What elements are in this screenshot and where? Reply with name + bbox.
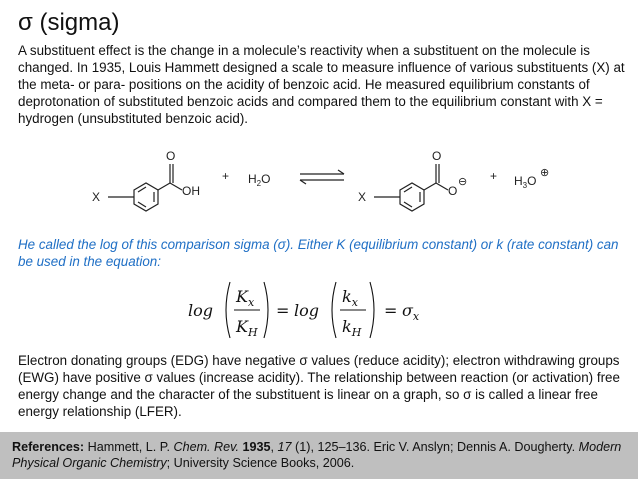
hammett-equation [188,278,468,342]
reaction-scheme [72,140,552,222]
carboxylate-o: O [448,184,458,198]
numerator-K: $K_x$ [236,287,255,309]
references-label: References: [12,440,85,454]
sigma-definition-note: He called the log of this comparison sigma (σ). Either K (equilibrium constant) or k (rate constant) can be used in the equation: [18,237,619,269]
carbonyl-o-left: O [166,149,176,163]
edg-ewg-paragraph: Electron donating groups (EDG) have negative σ values (reduce acidity); electron withdrawing groups (EWG) have positive σ values (increase acidity). The relationship between reaction (or activation) free energy change and the character of the substituent is linear on a graph, so σ is called a linear free energy relationship (LFER). [18,353,620,419]
denominator-K: $K_H$ [236,317,258,339]
hydronium-label: $H_3O$ [514,174,537,190]
intro-paragraph: A substituent effect is the change in a molecule’s reactivity when a substituent on the molecule is changed. In 1935, Louis Hammett designed a scale to measure influence of various substituents (X) at the meta- or para- positions on the acidity of benzoic acid. He measured equilibrium constants of deprotonation of substituted benzoic acids and compared them to the equilibrium constant with X = hydrogen (unsubstituted benzoic acid). [18,43,625,126]
substituent-x-left: X [92,190,101,204]
carbonyl-o-right: O [432,149,442,163]
water-label: $H_2O$ [248,172,271,188]
equals-sign-1: = [276,301,290,320]
positive-charge-icon: ⊕ [540,167,550,179]
references-text: References: Hammett, L. P. Chem. Rev. 1935, 17 (1), 125–136. Eric V. Anslyn; Dennis A. Dougherty. Modern Physical Organic Chemistry; University Science Books, 2006. [12,440,622,470]
sigma-x: $\sigma_x$ [402,301,420,323]
hydroxyl-label: OH [182,184,200,198]
slide-title: σ (sigma) [18,9,120,36]
denominator-k: $k_H$ [342,317,362,339]
equals-sign-2: = [384,301,398,320]
substituent-x-right: X [358,190,367,204]
plus-sign-2: + [490,169,498,183]
negative-charge-icon: ⊖ [458,176,468,188]
log-label-1: log [188,301,213,320]
references-bar [0,432,638,479]
log-label-2: log [294,301,319,320]
plus-sign-1: + [222,169,230,183]
numerator-k: $k_x$ [342,287,358,309]
